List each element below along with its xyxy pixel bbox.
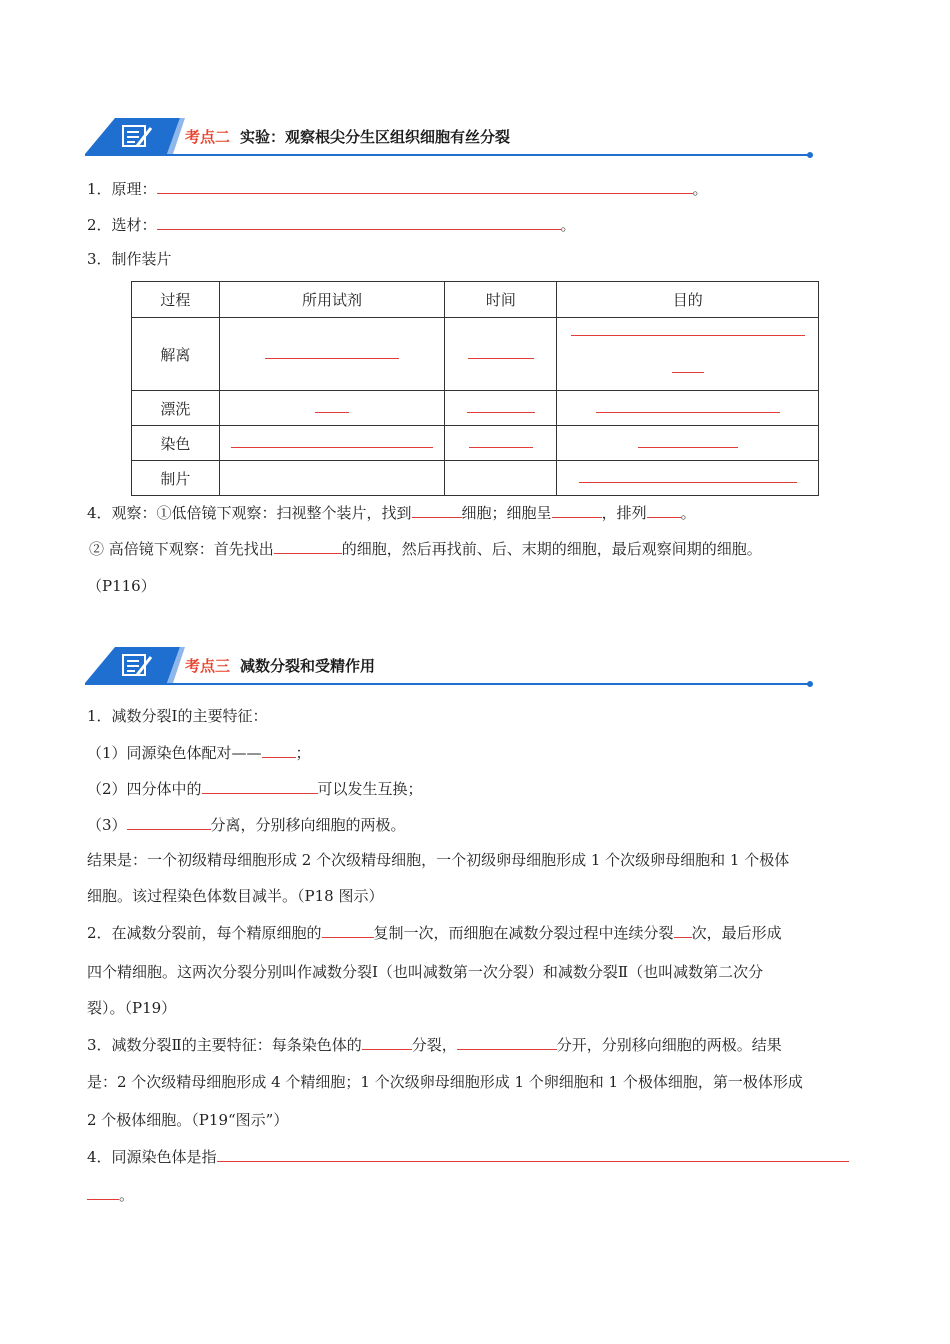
observe-line-1: 4．观察：①低倍镜下观察：扫视整个装片，找到 细胞；细胞呈 ，排列 。 — [87, 504, 696, 522]
blank-field[interactable] — [322, 922, 374, 938]
blank-field[interactable] — [552, 502, 602, 518]
section-title: 减数分裂和受精作用 — [240, 657, 376, 675]
table-cell[interactable] — [557, 426, 819, 461]
page-ref: （P116） — [87, 577, 156, 595]
meiosis1-item-3: （3） 分离，分别移向细胞的两极。 — [87, 816, 406, 834]
table-cell[interactable] — [219, 391, 445, 426]
section-number: 考点二 — [185, 128, 231, 146]
table-cell[interactable] — [557, 318, 819, 391]
blank-field[interactable] — [202, 778, 318, 794]
meiosis-para-2: 2．在减数分裂前，每个精原细胞的 复制一次，而细胞在减数分裂过程中连续分裂 次，最后形成 — [87, 924, 782, 942]
blank-field[interactable] — [647, 502, 681, 518]
section-number: 考点三 — [185, 657, 231, 675]
blank-field[interactable] — [127, 814, 211, 830]
meiosis1-heading: 1．减数分裂Ⅰ的主要特征： — [87, 707, 268, 725]
table-cell[interactable] — [445, 391, 557, 426]
blank-field[interactable] — [362, 1034, 412, 1050]
table-cell[interactable] — [445, 318, 557, 391]
meiosis-para-2-line3: 裂）。（P19） — [87, 999, 177, 1017]
meiosis1-item-1: （1）同源染色体配对—— ； — [87, 744, 311, 762]
table-row-label: 制片 — [132, 461, 220, 496]
section-header-3 — [85, 645, 815, 695]
homologous-def-line-2: 。 — [87, 1184, 134, 1205]
blank-field[interactable] — [674, 922, 692, 938]
slide-prep-table — [131, 281, 819, 496]
section-title: 实验：观察根尖分生区组织细胞有丝分裂 — [240, 128, 511, 146]
table-header: 所用试剂 — [219, 282, 445, 318]
meiosis-para-3-line2: 是：2 个次级精母细胞形成 4 个精细胞；1 个次级卵母细胞形成 1 个卵细胞和 1 个极体细胞，第一极体形成 — [87, 1073, 803, 1091]
table-row-label: 漂洗 — [132, 391, 220, 426]
meiosis1-item-2: （2）四分体中的 可以发生互换； — [87, 780, 423, 798]
blank-field[interactable] — [412, 502, 462, 518]
observe-line-2: ② 高倍镜下观察：首先找出 的细胞，然后再找前、后、末期的细胞，最后观察间期的细胞。 — [89, 540, 762, 558]
table-cell[interactable] — [219, 461, 445, 496]
table-row-label: 解离 — [132, 318, 220, 391]
homologous-def-line-1: 4．同源染色体是指 — [87, 1146, 849, 1167]
blank-field[interactable] — [457, 1034, 557, 1050]
blank-field[interactable] — [157, 178, 693, 194]
result-line-1: 结果是：一个初级精母细胞形成 2 个次级精母细胞，一个初级卵母细胞形成 1 个次级卵母细胞和 1 个极体 — [87, 851, 790, 869]
table-cell[interactable] — [557, 391, 819, 426]
table-header: 过程 — [132, 282, 220, 318]
blank-field[interactable] — [274, 538, 342, 554]
meiosis-para-3: 3．减数分裂Ⅱ的主要特征：每条染色体的 分裂， 分开，分别移向细胞的两极。结果 — [87, 1036, 782, 1054]
table-header: 目的 — [557, 282, 819, 318]
meiosis-para-3-line3: 2 个极体细胞。（P19“图示”） — [87, 1111, 289, 1129]
slide-heading: 3．制作装片 — [87, 250, 172, 268]
table-row-label: 染色 — [132, 426, 220, 461]
table-header: 时间 — [445, 282, 557, 318]
blank-field[interactable] — [87, 1184, 119, 1200]
meiosis-para-2-line2: 四个精细胞。这两次分裂分别叫作减数分裂Ⅰ（也叫减数第一次分裂）和减数分裂Ⅱ（也叫减数第二次分 — [87, 963, 764, 981]
blank-field[interactable] — [217, 1146, 849, 1162]
table-cell[interactable] — [557, 461, 819, 496]
table-cell[interactable] — [445, 426, 557, 461]
material-line: 2．选材： 。 — [87, 216, 576, 234]
table-cell[interactable] — [219, 426, 445, 461]
table-cell[interactable] — [219, 318, 445, 391]
result-line-2: 细胞。该过程染色体数目减半。（P18 图示） — [87, 887, 384, 905]
table-cell[interactable] — [445, 461, 557, 496]
principle-line: 1．原理： 。 — [87, 180, 708, 198]
blank-field[interactable] — [157, 214, 561, 230]
blank-field[interactable] — [262, 742, 296, 758]
section-header-2 — [85, 116, 815, 166]
